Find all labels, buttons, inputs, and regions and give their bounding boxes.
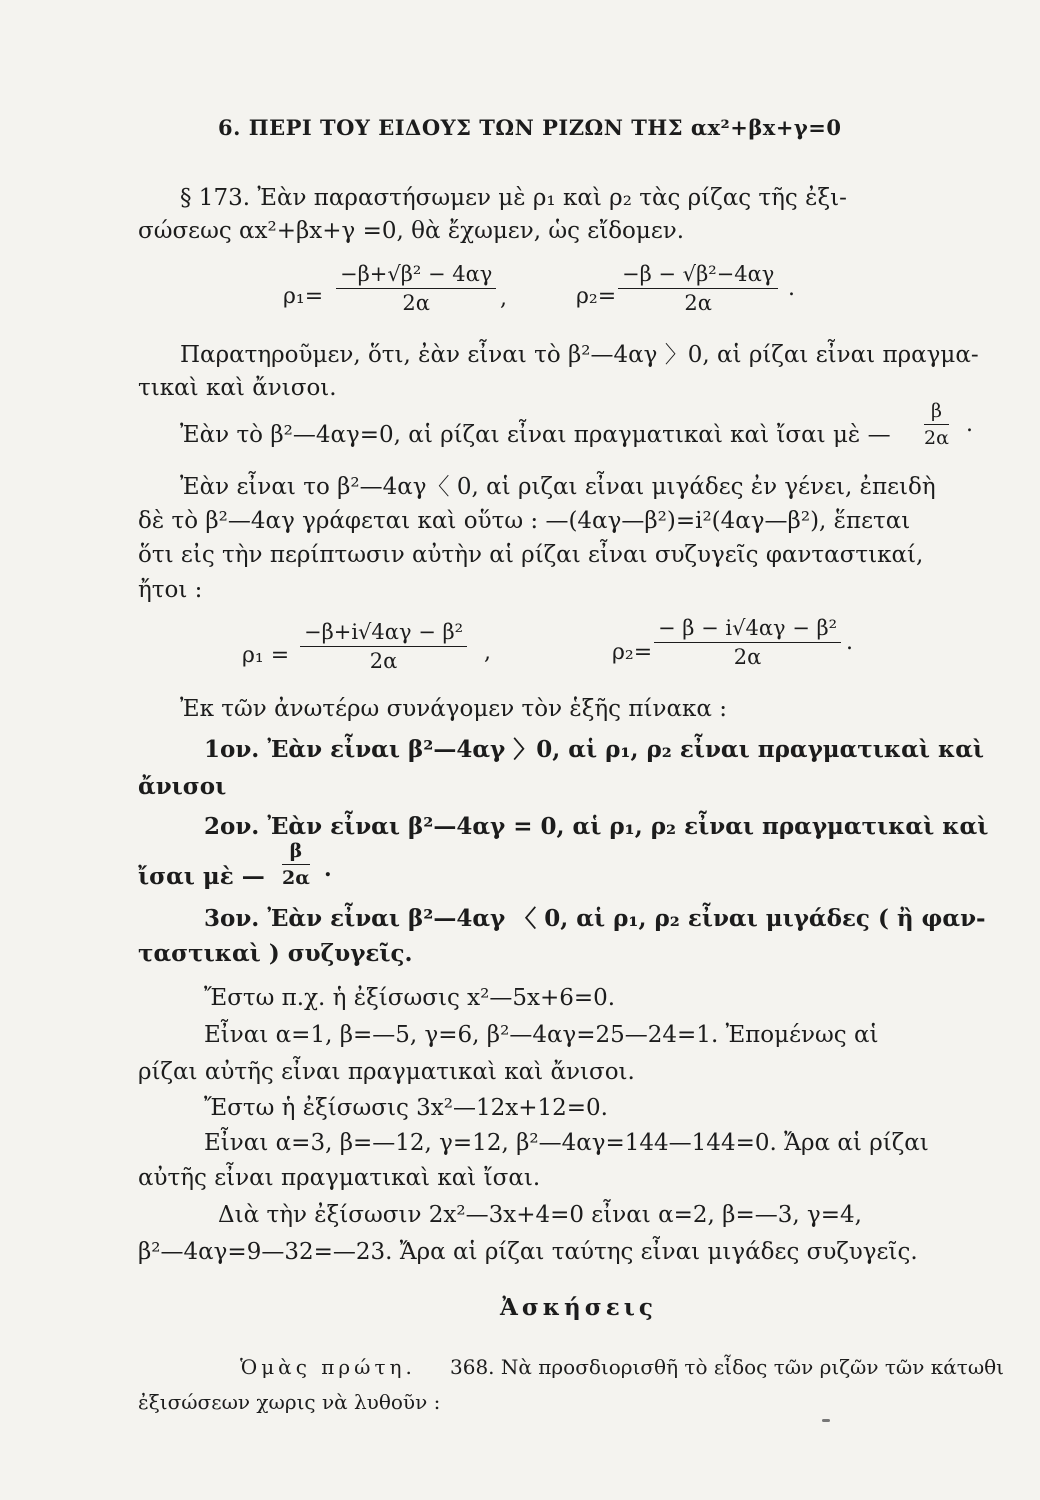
exercises-title: Ἀσκήσεις (500, 1294, 657, 1321)
complex-line-1: Ἐὰν εἶναι το β²—4αγ〈 0, αἱ ριζαι εἶναι μιγάδες ἐν γένει, ἐπειδὴ (180, 474, 936, 500)
case-1-line-2: ἄνισοι (138, 773, 227, 800)
formula1-rho2-numerator: −β − √β²−4αγ (622, 262, 775, 286)
example-2-line-2: Εἶναι α=3, β=—12, γ=12, β²—4αγ=144—144=0. Ἄρα αἱ ρίζαι (204, 1130, 929, 1156)
case-3-line-2: ταστικαὶ ) συζυγεῖς. (138, 940, 413, 967)
formula2-period: . (846, 630, 853, 655)
formula2-comma: , (484, 640, 491, 665)
case-3-line-1: 3ον. Ἐὰν εἶναι β²—4αγ 〈 0, αἱ ρ₁, ρ₂ εἶναι μιγάδες ( ἢ φαν- (204, 905, 986, 932)
complex-line-3: ὅτι εἰς τὴν περίπτωσιν αὐτὴν αἱ ρίζαι εἶναι συζυγεῖς φανταστικαί, (138, 542, 924, 568)
example-1-line-3: ρίζαι αὐτῆς εἶναι πραγματικαὶ καὶ ἄνισοι. (138, 1059, 635, 1085)
formula1-rho2-denominator: 2α (684, 291, 712, 315)
complex-line-2: δὲ τὸ β²—4αγ γράφεται καὶ οὕτω : —(4αγ—β²)=i²(4αγ—β²), ἕπεται (138, 508, 911, 534)
formula2-rho1-label: ρ₁ = (242, 643, 290, 668)
case-2-line-1: 2ον. Ἐὰν εἶναι β²—4αγ = 0, αἱ ρ₁, ρ₂ εἶναι πραγματικαὶ καὶ (204, 813, 989, 840)
paragraph-173-line-1: § 173. Ἐὰν παραστήσωμεν μὲ ρ₁ καὶ ρ₂ τὰς ρίζας τῆς ἐξι- (180, 185, 847, 211)
formula2-rho2-label: ρ₂= (612, 640, 653, 665)
complex-line-4: ἤτοι : (138, 577, 203, 603)
formula1-rho2-fraction (618, 262, 778, 315)
equal-roots-fraction (924, 400, 949, 449)
formula2-rho1-numerator: −β+i√4αγ − β² (304, 620, 464, 644)
equal-roots-period: . (966, 412, 973, 437)
example-1-line-2: Εἶναι α=1, β=—5, γ=6, β²—4αγ=25—24=1. Ἐπομένως αἱ (204, 1022, 879, 1048)
example-1-line-1: Ἔστω π.χ. ἡ ἐξίσωσις x²—5x+6=0. (204, 985, 616, 1011)
exercise-368-line-1: 368. Νὰ προσδιορισθῆ τὸ εἶδος τῶν ριζῶν τῶν κάτωθι (450, 1355, 1005, 1379)
formula2-rho2-numerator: − β − i√4αγ − β² (658, 616, 838, 640)
example-3-line-1: Διὰ τὴν ἐξίσωσιν 2x²—3x+4=0 εἶναι α=2, β=—3, γ=4, (218, 1202, 862, 1228)
formula1-period: . (788, 276, 795, 301)
case-2-denominator: 2α (282, 867, 310, 889)
example-2-line-3: αὐτῆς εἶναι πραγματικαὶ καὶ ἴσαι. (138, 1165, 541, 1191)
case-2-period: . (324, 856, 332, 882)
observation-line-2: τικαὶ καὶ ἄνισοι. (138, 375, 337, 401)
formula1-rho1-numerator: −β+√β² − 4αγ (340, 262, 493, 286)
formula1-rho1-denominator: 2α (402, 291, 430, 315)
formula1-comma: , (500, 286, 507, 311)
exercise-group-label: Ὁμὰς πρώτη. (240, 1355, 416, 1379)
formula2-rho1-fraction (300, 620, 467, 673)
paragraph-173-line-2: σώσεως αx²+βx+γ =0, θὰ ἔχωμεν, ὡς εἴδομεν. (138, 218, 685, 244)
exercise-368-line-2: ἐξισώσεων χωρις νὰ λυθοῦν : (138, 1390, 441, 1414)
section-heading: 6. ΠΕΡΙ ΤΟΥ ΕΙΔΟΥΣ ΤΩΝ ΡΙΖΩΝ ΤΗΣ αx²+βx+γ=0 (218, 115, 842, 140)
formula1-rho1-fraction (336, 262, 496, 315)
equal-roots-numerator: β (930, 400, 942, 422)
case-1-line-1: 1ον. Ἐὰν εἶναι β²—4αγ 〉0, αἱ ρ₁, ρ₂ εἶναι πραγματικαὶ καὶ (204, 736, 985, 763)
table-intro: Ἐκ τῶν ἀνωτέρω συνάγομεν τὸν ἑξῆς πίνακα : (180, 696, 727, 722)
formula1-rho1-label: ρ₁= (283, 284, 324, 309)
formula2-rho2-denominator: 2α (733, 645, 762, 669)
equal-roots-sentence: Ἐὰν τὸ β²—4αγ=0, αἱ ρίζαι εἶναι πραγματικαὶ καὶ ἴσαι μὲ — (180, 422, 891, 448)
case-2-fraction (282, 840, 310, 889)
example-3-line-2: β²—4αγ=9—32=—23. Ἄρα αἱ ρίζαι ταύτης εἶναι μιγάδες συζυγεῖς. (138, 1239, 918, 1265)
case-2-line-2: ἴσαι μὲ — (138, 863, 265, 890)
example-2-line-1: Ἔστω ἡ ἐξίσωσις 3x²—12x+12=0. (204, 1095, 608, 1121)
formula2-rho2-fraction (654, 616, 841, 669)
formula1-rho2-label: ρ₂= (576, 284, 617, 309)
observation-line-1: Παρατηροῦμεν, ὅτι, ἐὰν εἶναι τὸ β²—4αγ 〉0, αἱ ρίζαι εἶναι πραγμα- (180, 342, 979, 368)
equal-roots-denominator: 2α (924, 427, 949, 449)
ink-speck (822, 1419, 830, 1422)
formula2-rho1-denominator: 2α (369, 649, 398, 673)
case-2-numerator: β (289, 840, 303, 862)
